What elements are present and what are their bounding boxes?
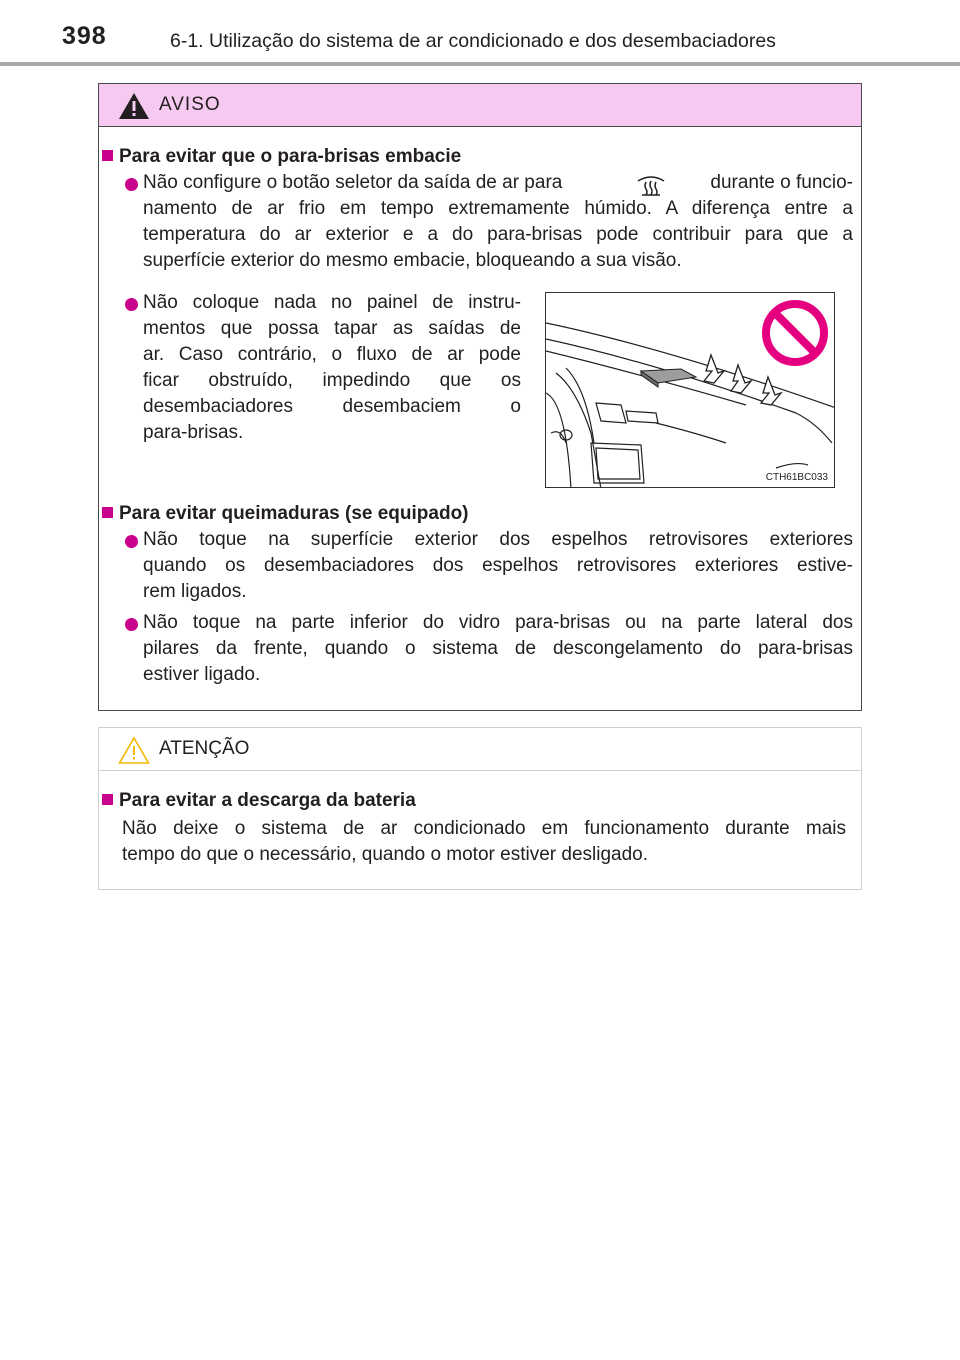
bullet-icon: [125, 178, 138, 191]
paragraph-burns-1: Não toque na superfície exterior dos espelhos retrovisores exteriores quando os desembaciadores dos espelhos retrovisores exteriores estive- rem ligados.: [143, 529, 853, 602]
bullet-icon: [125, 298, 138, 311]
square-bullet-icon: [102, 150, 113, 161]
figure-code: CTH61BC033: [765, 472, 828, 483]
caution-label: ATENÇÃO: [159, 738, 250, 759]
prohibition-icon: [766, 304, 824, 362]
chapter-title: 6-1. Utilização do sistema de ar condicionado e dos desembaciadores: [170, 30, 776, 52]
page-header: [0, 0, 960, 66]
bullet-icon: [125, 535, 138, 548]
header-divider: [0, 62, 960, 66]
paragraph-battery: Não deixe o sistema de ar condicionado em funcionamento durante mais tempo do que o necessário, quando o motor estiver desligado.: [122, 818, 846, 865]
windshield-defroster-icon: [636, 172, 666, 198]
warning-header: [99, 84, 861, 127]
caution-header: [99, 728, 861, 771]
section-title-burns: Para evitar queimaduras (se equipado): [102, 503, 469, 525]
square-bullet-icon: [102, 507, 113, 518]
paragraph-fogging-1: Não configure o botão seletor da saída de ar para durante o funcio- namento de ar frio em tempo extremamente húmido. A diferença entre a temperatura do ar exterior e a do para-brisas pode contribuir para que a superfície exterior do mesmo embacie, bloqueando a sua visão.: [143, 172, 853, 271]
caution-triangle-icon: [118, 736, 150, 764]
square-bullet-icon: [102, 794, 113, 805]
dashboard-illustration: [545, 292, 835, 488]
paragraph-dashboard: Não coloque nada no painel de instru- mentos que possa tapar as saídas de ar. Caso contrário, o fluxo de ar pode ficar obstruído, impedindo que os desembaciadores desembaciem o para-brisas.: [143, 292, 521, 443]
bullet-icon: [125, 618, 138, 631]
paragraph-burns-2: Não toque na parte inferior do vidro para-brisas ou na parte lateral dos pilares da frente, quando o sistema de descongelamento do para-brisas estiver ligado.: [143, 612, 853, 685]
section-title-fogging: Para evitar que o para-brisas embacie: [102, 146, 461, 168]
dashboard-drawing: [546, 293, 835, 488]
warning-label: AVISO: [159, 94, 221, 115]
page-number: 398: [62, 22, 107, 50]
section-title-battery: Para evitar a descarga da bateria: [102, 790, 416, 812]
warning-triangle-icon: [118, 92, 150, 120]
